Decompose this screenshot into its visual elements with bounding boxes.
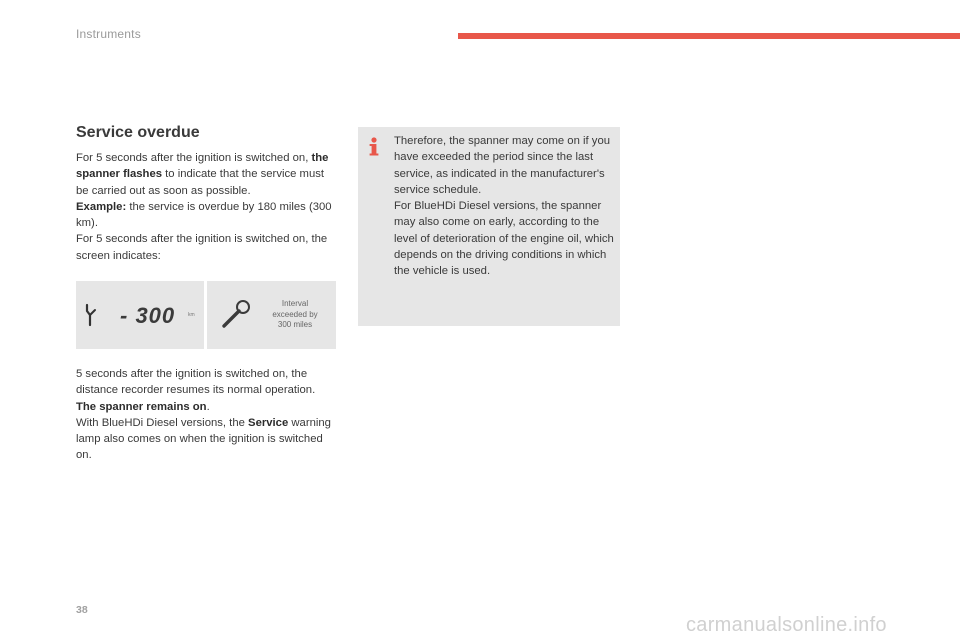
paragraph-example bbox=[76, 199, 338, 232]
intro-text-block bbox=[76, 150, 338, 264]
text: the service is overdue by 180 miles (300 km). bbox=[76, 200, 332, 230]
segment-display-value bbox=[120, 306, 188, 326]
spanner-icon bbox=[219, 297, 253, 331]
text: With BlueHDi Diesel versions, the bbox=[76, 416, 249, 429]
paragraph-screen-indicates: For 5 seconds after the ignition is switched on, the screen indicates: bbox=[76, 233, 328, 262]
instrument-display-counter bbox=[76, 281, 204, 349]
bold-text: the spanner flashes bbox=[76, 152, 329, 181]
text: warning lamp also comes on when the ignition is switched on. bbox=[76, 416, 331, 462]
bold-text: Service bbox=[248, 416, 289, 429]
unit-label: km bbox=[188, 312, 195, 318]
text: to indicate that the service must be carried out as soon as possible. bbox=[76, 168, 325, 197]
instrument-display-message bbox=[207, 281, 336, 349]
message-line: 300 miles bbox=[277, 320, 313, 329]
info-paragraph: For BlueHDi Diesel versions, the spanner may also come on early, according to the level of deterioration of the engine oil, which depends on the driving conditions in which the vehicle is used. bbox=[394, 200, 614, 278]
counter-value: - 300 bbox=[120, 306, 176, 326]
message-line: Interval bbox=[281, 299, 309, 308]
page-number: 38 bbox=[76, 604, 88, 616]
section-title: Instruments bbox=[76, 27, 141, 41]
watermark: carmanualsonline.info bbox=[686, 614, 887, 636]
info-note-box bbox=[358, 127, 620, 326]
page-heading: Service overdue bbox=[76, 124, 200, 141]
bold-text: The spanner remains on bbox=[76, 400, 207, 413]
info-paragraph: Therefore, the spanner may come on if you have exceeded the period since the last service, as indicated in the manufacturer's service schedule. bbox=[394, 135, 611, 196]
text: For 5 seconds after the ignition is switched on, bbox=[76, 152, 312, 164]
continuation-text-block bbox=[76, 366, 338, 464]
paragraph-spanner-remains bbox=[76, 366, 338, 415]
display-message bbox=[259, 299, 331, 331]
info-icon bbox=[367, 137, 381, 157]
example-label: Example: bbox=[76, 200, 127, 213]
info-note-text bbox=[394, 133, 614, 280]
paragraph-spanner-flashes bbox=[76, 150, 338, 199]
paragraph-service-lamp bbox=[76, 415, 338, 464]
spanner-icon bbox=[82, 303, 100, 327]
text: . bbox=[206, 400, 210, 413]
text: 5 seconds after the ignition is switched on, the distance recorder resumes its normal operation. bbox=[76, 368, 316, 397]
header-accent-bar bbox=[458, 33, 960, 39]
message-line: exceeded by bbox=[272, 309, 318, 319]
